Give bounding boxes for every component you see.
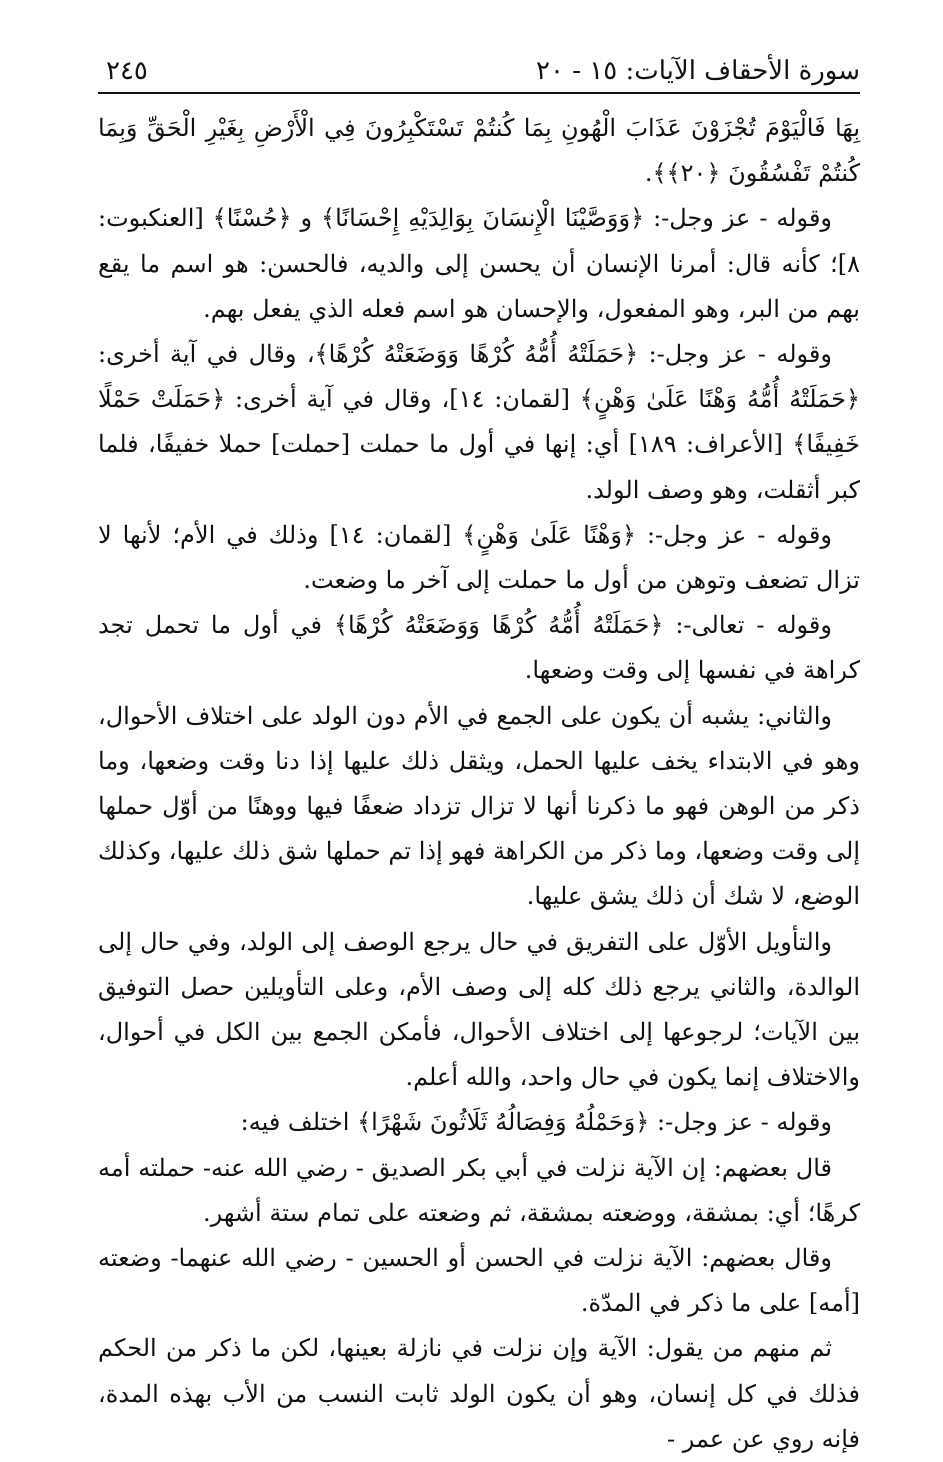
running-title: سورة الأحقاف الآيات: ١٥ - ٢٠ — [536, 56, 860, 86]
paragraph-7: والتأويل الأوّل على التفريق في حال يرجع الوصف إلى الولد، وفي حال إلى الوالدة، والثاني يرجع ذلك كله إلى وصف الأم، وعلى التأويلين حصل التوفيق بين الآيات؛ لرجوعها إلى اختلاف الأحوال، فأمكن الجمع بين الكل في أحوال، والاختلاف إنما يكون في حال واحد، والله أعلم. — [98, 927, 860, 1092]
paragraph-3: وقوله - عز وجل-: ﴿حَمَلَتْهُ أُمُّهُ كُرْهًا وَوَضَعَتْهُ كُرْهًا﴾، وقال في آية أخرى: ﴿حَمَلَتْهُ أُمُّهُ وَهْنًا عَلَىٰ وَهْنٍ﴾ [لقمان: ١٤]، وقال في آية أخرى: ﴿حَمَلَتْ حَمْلًا خَفِيفًا﴾ [الأعراف: ١٨٩] أي: إنها في أول ما حملت [حملت] حملا خفيفًا، فلما كبر أثقلت، وهو وصف الولد. — [98, 340, 861, 504]
page-number: ٢٤٥ — [106, 56, 148, 86]
paragraph-11: ثم منهم من يقول: الآية وإن نزلت في نازلة بعينها، لكن ما ذكر من الحكم فذلك في كل إنسان، وهو أن يكون الولد ثابت النسب من الأب بهذه المدة، فإنه روي عن عمر - — [98, 1334, 860, 1453]
paragraph-1: بِهَا فَالْيَوْمَ تُجْزَوْنَ عَذَابَ الْهُونِ بِمَا كُنتُمْ تَسْتَكْبِرُونَ فِي الْأَرْضِ بِغَيْرِ الْحَقِّ وَبِمَا كُنتُمْ تَفْسُقُونَ ﴿٢٠﴾﴾. — [98, 114, 860, 188]
paragraph-6: والثاني: يشبه أن يكون على الجمع في الأم دون الولد على اختلاف الأحوال، وهو في الابتداء يخف عليها الحمل، ويثقل ذلك عليها إذا دنا وقت وضعها، وما ذكر من الوهن فهو ما ذكرنا أنها لا تزال تزداد ضعفًا فيها ووهنًا من أوّل حملها إلى وقت وضعها، وما ذكر من الكراهة فهو إذا تم حملها شق ذلك عليها، وكذلك الوضع، لا شك أن ذلك يشق عليها. — [98, 701, 860, 911]
paragraph-4: وقوله - عز وجل-: ﴿وَهْنًا عَلَىٰ وَهْنٍ﴾ [لقمان: ١٤] وذلك في الأم؛ لأنها لا تزال تضعف وتوهن من أول ما حملت إلى آخر ما وضعت. — [98, 520, 860, 595]
page-header — [98, 52, 860, 94]
paragraph-5: وقوله - تعالى-: ﴿حَمَلَتْهُ أُمُّهُ كُرْهًا وَوَضَعَتْهُ كُرْهًا﴾ في أول ما تحمل تجد كراهة في نفسها إلى وقت وضعها. — [98, 611, 860, 685]
paragraph-2: وقوله - عز وجل-: ﴿وَوَصَّيْنَا الْإِنسَانَ بِوَالِدَيْهِ إِحْسَانًا﴾ و ﴿حُسْنًا﴾ [العنكبوت: ٨]؛ كأنه قال: أمرنا الإنسان أن يحسن إلى والديه، فالحسن: هو اسم ما يقع بهم من البر، وهو المفعول، والإحسان هو اسم فعله الذي يفعل بهم. — [98, 204, 860, 323]
paragraph-10: وقال بعضهم: الآية نزلت في الحسن أو الحسين - رضي الله عنهما- وضعته [أمه] على ما ذكر في المدّة. — [98, 1244, 860, 1318]
paragraph-8: وقوله - عز وجل-: ﴿وَحَمْلُهُ وَفِصَالُهُ ثَلَاثُونَ شَهْرًا﴾ اختلف فيه: — [240, 1108, 832, 1137]
body-text — [98, 106, 861, 1453]
paragraph-9: قال بعضهم: إن الآية نزلت في أبي بكر الصديق - رضي الله عنه- حملته أمه كرهًا؛ أي: بمشقة، ووضعته بمشقة، ثم وضعته على تمام ستة أشهر. — [98, 1153, 860, 1227]
